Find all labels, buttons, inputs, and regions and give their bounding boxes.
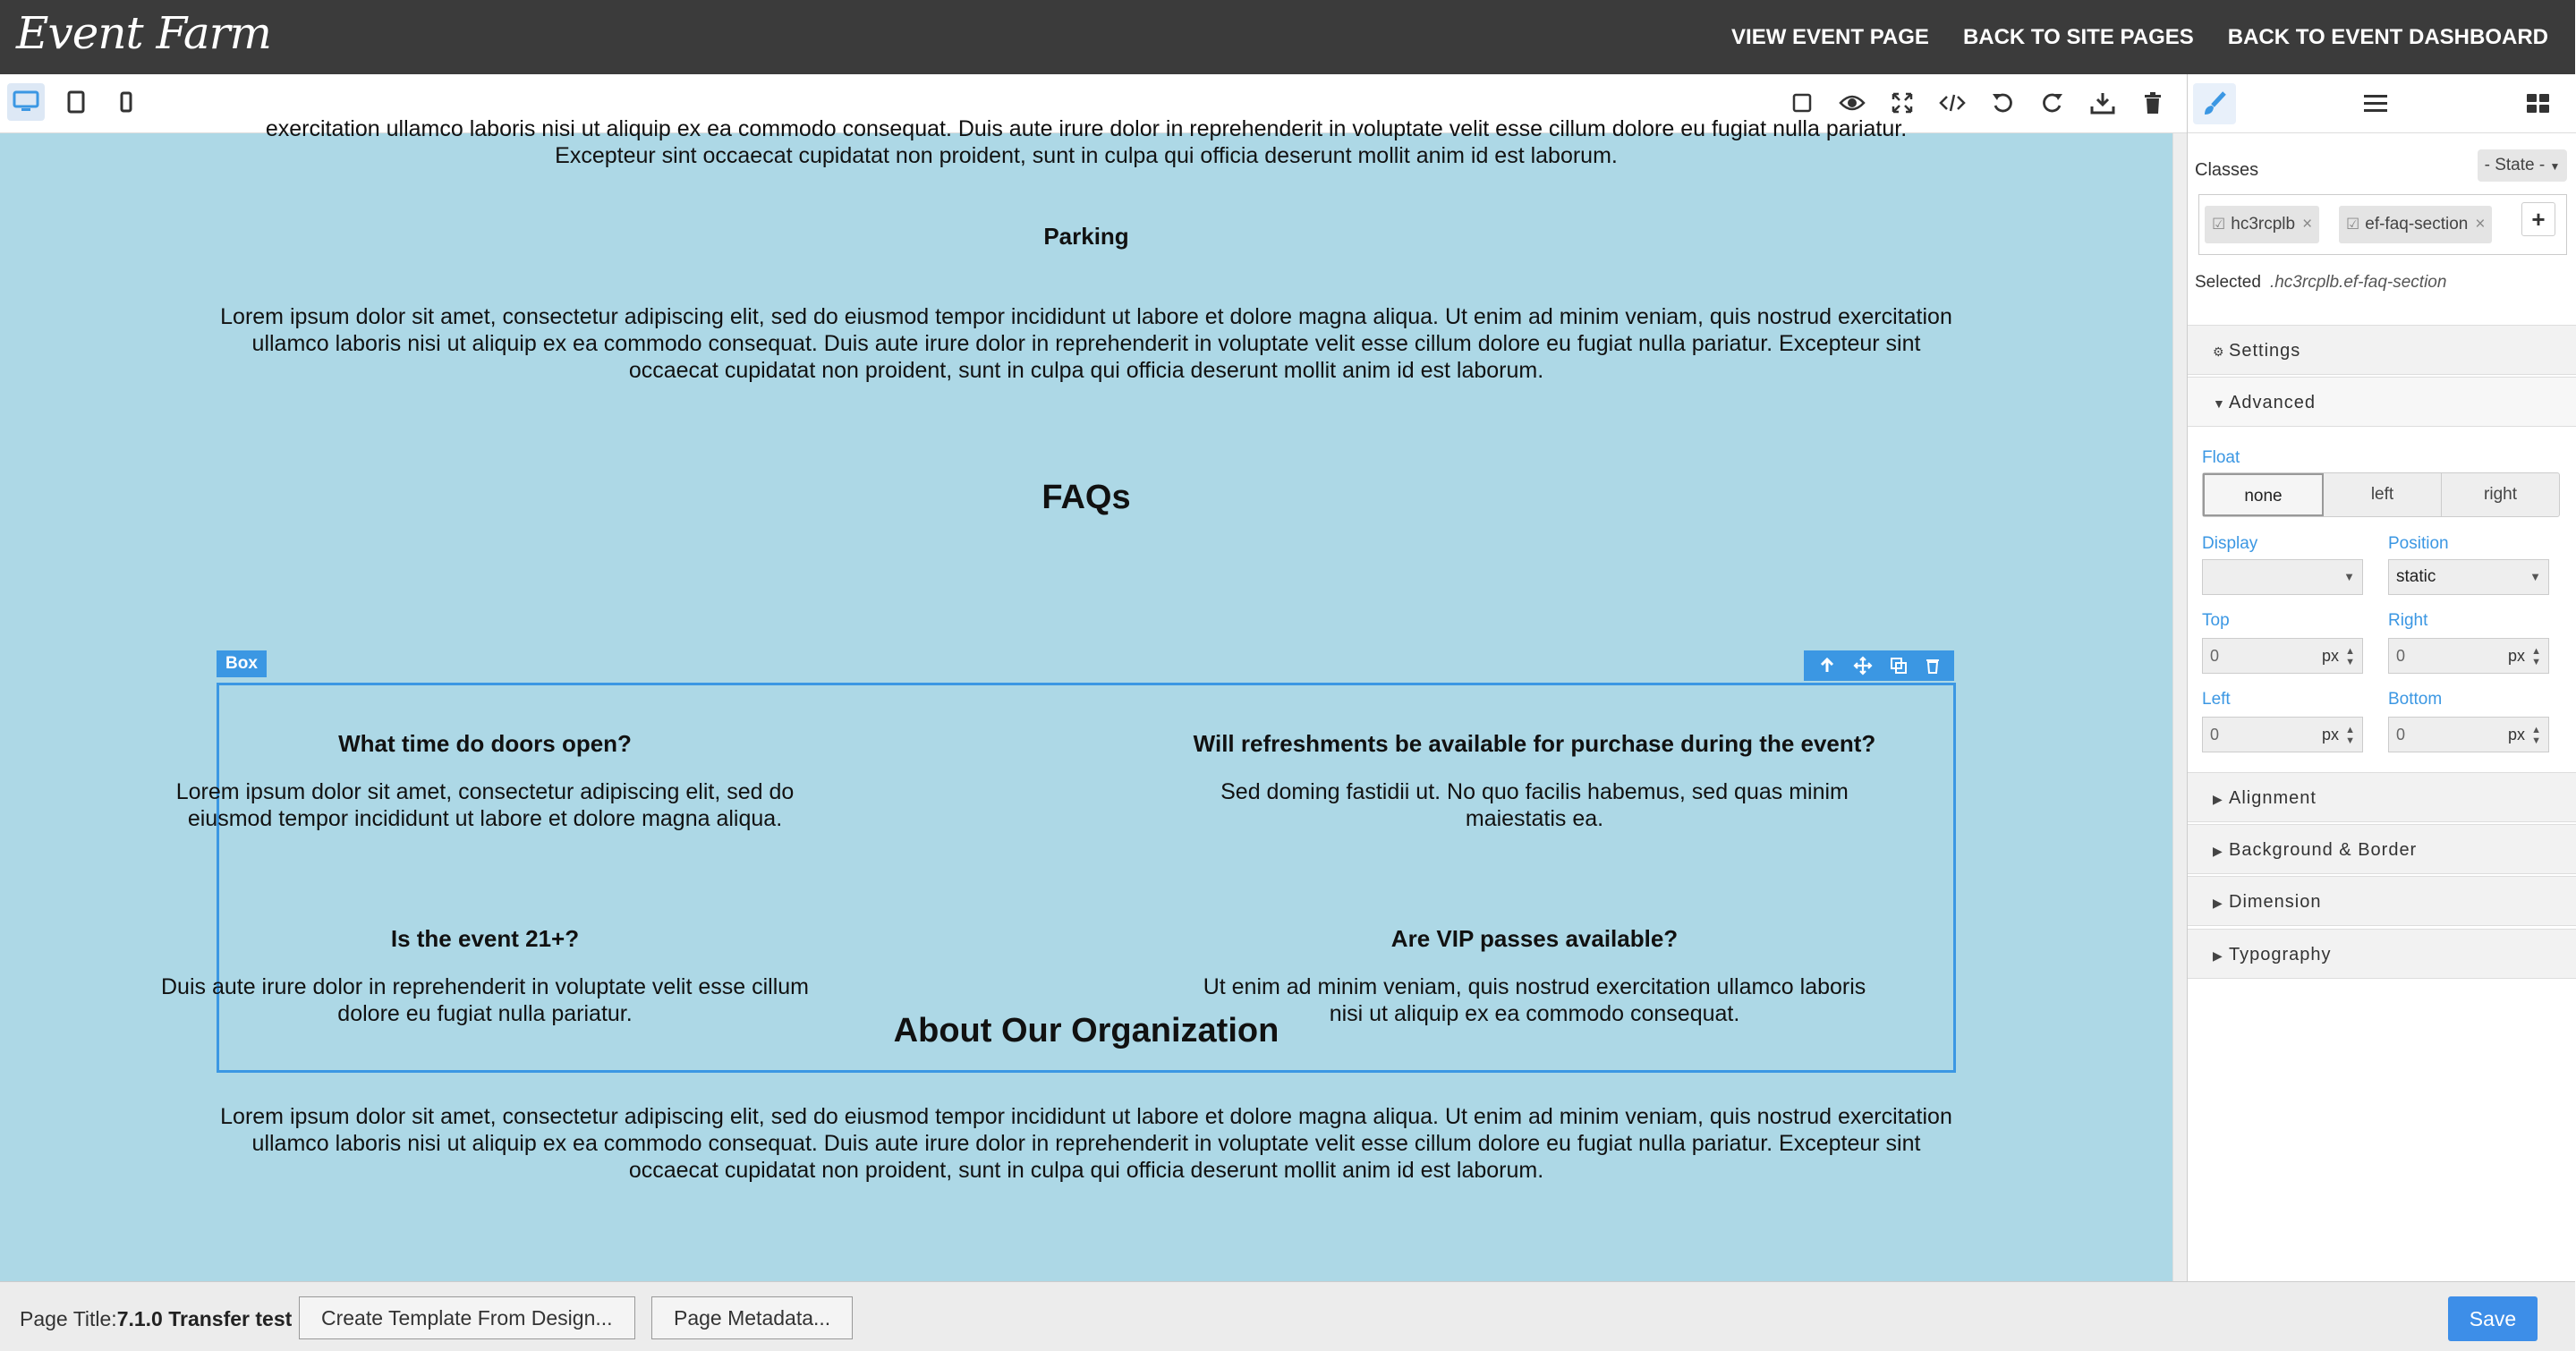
gear-icon: ⚙ bbox=[2213, 344, 2225, 359]
layer-manager-tab[interactable] bbox=[2354, 83, 2397, 124]
page-title bbox=[20, 1307, 292, 1331]
class-tags-box bbox=[2198, 194, 2567, 255]
float-left-option[interactable]: left bbox=[2324, 473, 2442, 516]
page-metadata-button[interactable]: Page Metadata... bbox=[651, 1296, 853, 1339]
desktop-view-button[interactable] bbox=[7, 83, 45, 121]
caret-right-icon: ▶ bbox=[2213, 948, 2223, 963]
background-border-section-header[interactable] bbox=[2188, 824, 2576, 874]
section-label: Settings bbox=[2229, 341, 2301, 361]
bottom-label: Bottom bbox=[2388, 690, 2443, 709]
mobile-icon bbox=[120, 91, 132, 113]
float-label: Float bbox=[2202, 448, 2240, 467]
undo-icon bbox=[1991, 91, 2014, 115]
canvas-scrollbar[interactable] bbox=[2172, 133, 2187, 1281]
close-icon[interactable]: × bbox=[2475, 215, 2486, 234]
grid-icon bbox=[2526, 92, 2551, 115]
create-template-button[interactable]: Create Template From Design... bbox=[299, 1296, 635, 1339]
stepper-icon[interactable]: ▲ ▼ bbox=[2345, 646, 2355, 667]
bottom-value: 0 bbox=[2396, 726, 2406, 743]
left-value: 0 bbox=[2210, 726, 2220, 743]
about-heading: About Our Organization bbox=[893, 1012, 1279, 1049]
faq-question: Will refreshments be available for purchase during the event? bbox=[1193, 730, 1876, 757]
caret-right-icon: ▶ bbox=[2213, 792, 2223, 806]
tablet-icon bbox=[67, 90, 85, 114]
top-bar bbox=[0, 0, 2575, 74]
faq-answer: Duis aute irure dolor in reprehenderit in voluptate velit esse cillum dolore eu fugiat nulla pariatur. bbox=[161, 974, 809, 1026]
chevron-down-icon: ▼ bbox=[2549, 160, 2561, 173]
typography-section-header[interactable] bbox=[2188, 929, 2576, 979]
advanced-section-header[interactable] bbox=[2188, 377, 2576, 427]
class-tag-label: hc3rcplb bbox=[2231, 215, 2296, 234]
chevron-down-icon: ▼ bbox=[2529, 570, 2541, 583]
caret-right-icon: ▶ bbox=[2213, 896, 2223, 910]
alignment-section-header[interactable] bbox=[2188, 772, 2576, 822]
mobile-view-button[interactable] bbox=[107, 83, 145, 121]
about-text: Lorem ipsum dolor sit amet, consectetur adipiscing elit, sed do eiusmod tempor incididunt ut labore et dolore magna aliqua. Ut enim ad minim veniam, quis nostrud exercitation ullamco laboris nisi ut aliquip ex ea commodo consequat. Duis aute irure dolor in reprehenderit in voluptate velit esse cillum dolore eu fugiat nulla pariatur. Excepteur sint occaecat cupidatat non proident, sunt in culpa qui officia deserunt mollit anim id est laborum. bbox=[220, 1104, 1952, 1183]
section-label: Alignment bbox=[2229, 788, 2317, 808]
unit-label: px bbox=[2507, 726, 2525, 743]
top-label: Top bbox=[2202, 611, 2230, 630]
add-class-button[interactable]: + bbox=[2521, 202, 2555, 236]
display-select[interactable] bbox=[2202, 559, 2363, 595]
faq-answer: Sed doming fastidii ut. No quo facilis habemus, sed quas minim maiestatis ea. bbox=[1220, 779, 1849, 831]
float-radio-group bbox=[2202, 472, 2560, 517]
page-title-value: 7.1.0 Transfer test bbox=[116, 1307, 293, 1330]
position-select[interactable] bbox=[2388, 559, 2549, 595]
caret-down-icon: ▼ bbox=[2213, 396, 2226, 411]
eye-icon bbox=[1839, 93, 1866, 113]
parking-text: Lorem ipsum dolor sit amet, consectetur adipiscing elit, sed do eiusmod tempor incididunt ut labore et dolore magna aliqua. Ut enim ad minim veniam, quis nostrud exercitation ullamco laboris nisi ut aliquip ex ea commodo consequat. Duis aute irure dolor in reprehenderit in voluptate velit esse cillum dolore eu fugiat nulla pariatur. Excepteur sint occaecat cupidatat non proident, sunt in culpa qui officia deserunt mollit anim id est laborum. bbox=[220, 304, 1952, 383]
page-title-label: Page Title: bbox=[20, 1307, 117, 1330]
page-canvas[interactable] bbox=[0, 116, 2172, 1281]
footer-bar bbox=[0, 1281, 2575, 1351]
panel-tabs bbox=[2188, 74, 2576, 133]
top-paragraph-line: Excepteur sint occaecat cupidatat non proident, sunt in culpa qui officia deserunt mollit anim id est laborum. bbox=[555, 143, 1618, 168]
selected-selector bbox=[2195, 273, 2446, 293]
checkbox-icon[interactable]: ☑ bbox=[2212, 216, 2226, 233]
stepper-icon[interactable]: ▲ ▼ bbox=[2345, 725, 2355, 746]
top-value: 0 bbox=[2210, 647, 2220, 665]
style-manager-panel bbox=[2187, 74, 2575, 1281]
back-to-site-pages-link[interactable]: BACK TO SITE PAGES bbox=[1962, 24, 2194, 49]
stepper-icon[interactable]: ▲ ▼ bbox=[2531, 725, 2541, 746]
faq-answer: Ut enim ad minim veniam, quis nostrud exercitation ullamco laboris nisi ut aliquip ex ea commodo consequat. bbox=[1203, 974, 1866, 1026]
faq-question: Is the event 21+? bbox=[390, 925, 580, 952]
section-label: Typography bbox=[2229, 945, 2332, 964]
close-icon[interactable]: × bbox=[2302, 215, 2313, 234]
view-event-page-link[interactable]: VIEW EVENT PAGE bbox=[1731, 24, 1929, 49]
delete-icon[interactable] bbox=[1925, 657, 1941, 675]
top-input[interactable] bbox=[2202, 638, 2363, 674]
clear-canvas-button[interactable] bbox=[2135, 85, 2171, 121]
caret-right-icon: ▶ bbox=[2213, 844, 2223, 858]
position-value: static bbox=[2396, 567, 2436, 586]
dimension-section-header[interactable] bbox=[2188, 876, 2576, 926]
menu-bars-icon bbox=[2363, 93, 2388, 115]
undo-button[interactable] bbox=[1985, 85, 2020, 121]
trash-icon bbox=[2143, 91, 2163, 115]
top-paragraph-tail bbox=[215, 115, 1958, 169]
desktop-icon bbox=[13, 90, 39, 114]
redo-button[interactable] bbox=[2035, 85, 2070, 121]
move-icon[interactable] bbox=[1853, 656, 1873, 676]
fullscreen-icon bbox=[1891, 91, 1914, 115]
style-manager-tab[interactable] bbox=[2193, 83, 2236, 124]
selected-label: Selected bbox=[2195, 273, 2261, 292]
classes-label: Classes bbox=[2195, 160, 2259, 180]
faq-question: Are VIP passes available? bbox=[1390, 925, 1679, 952]
code-icon bbox=[1939, 92, 1966, 114]
download-icon bbox=[2090, 91, 2115, 115]
faq-answer: Lorem ipsum dolor sit amet, consectetur adipiscing elit, sed do eiusmod tempor incididunt ut labore et dolore magna aliqua. bbox=[175, 779, 795, 831]
parking-heading: Parking bbox=[1043, 223, 1129, 250]
right-label: Right bbox=[2388, 611, 2428, 630]
float-none-option[interactable]: none bbox=[2203, 473, 2324, 516]
position-label: Position bbox=[2388, 534, 2449, 553]
event-farm-logo[interactable]: Event Farm bbox=[16, 7, 271, 59]
checkbox-icon[interactable]: ☑ bbox=[2346, 216, 2360, 233]
top-paragraph-line: exercitation ullamco laboris nisi ut aliquip ex ea commodo consequat. Duis aute irure dolor in reprehenderit in voluptate velit esse cillum dolore eu fugiat nulla pariatur. bbox=[265, 116, 1908, 141]
top-nav bbox=[1731, 0, 2548, 74]
class-tag[interactable] bbox=[2339, 206, 2492, 243]
selected-value: .hc3rcplb.ef-faq-section bbox=[2269, 273, 2447, 292]
redo-icon bbox=[2041, 91, 2064, 115]
stepper-icon[interactable]: ▲ ▼ bbox=[2531, 646, 2541, 667]
save-button[interactable]: Save bbox=[2448, 1296, 2538, 1341]
box-toolbar bbox=[1804, 650, 1954, 681]
left-input[interactable] bbox=[2202, 717, 2363, 752]
state-selector[interactable] bbox=[2478, 149, 2567, 182]
import-button[interactable] bbox=[2085, 85, 2121, 121]
unit-label: px bbox=[2321, 726, 2339, 743]
back-to-event-dashboard-link[interactable]: BACK TO EVENT DASHBOARD bbox=[2227, 24, 2548, 49]
section-label: Advanced bbox=[2229, 393, 2316, 412]
settings-section-header[interactable] bbox=[2188, 325, 2576, 375]
section-label: Background & Border bbox=[2229, 840, 2418, 860]
paintbrush-icon bbox=[2201, 90, 2228, 117]
box-label-tag: Box bbox=[217, 650, 267, 677]
bottom-input[interactable] bbox=[2388, 717, 2549, 752]
faqs-heading: FAQs bbox=[1041, 479, 1131, 516]
class-tag[interactable] bbox=[2205, 206, 2319, 243]
state-label: - State - bbox=[2484, 156, 2546, 174]
float-right-option[interactable]: right bbox=[2484, 485, 2517, 504]
unit-label: px bbox=[2507, 647, 2525, 665]
right-value: 0 bbox=[2396, 647, 2406, 665]
select-parent-icon[interactable] bbox=[1818, 657, 1836, 675]
right-input[interactable] bbox=[2388, 638, 2549, 674]
square-icon bbox=[1791, 92, 1813, 114]
unit-label: px bbox=[2321, 647, 2339, 665]
left-label: Left bbox=[2202, 690, 2231, 709]
blocks-tab[interactable] bbox=[2517, 83, 2560, 124]
class-tag-label: ef-faq-section bbox=[2365, 215, 2469, 234]
faq-question: What time do doors open? bbox=[338, 730, 632, 757]
clone-icon[interactable] bbox=[1890, 657, 1908, 675]
tablet-view-button[interactable] bbox=[57, 83, 95, 121]
section-label: Dimension bbox=[2229, 892, 2322, 912]
chevron-down-icon: ▼ bbox=[2343, 570, 2355, 583]
display-label: Display bbox=[2202, 534, 2258, 553]
